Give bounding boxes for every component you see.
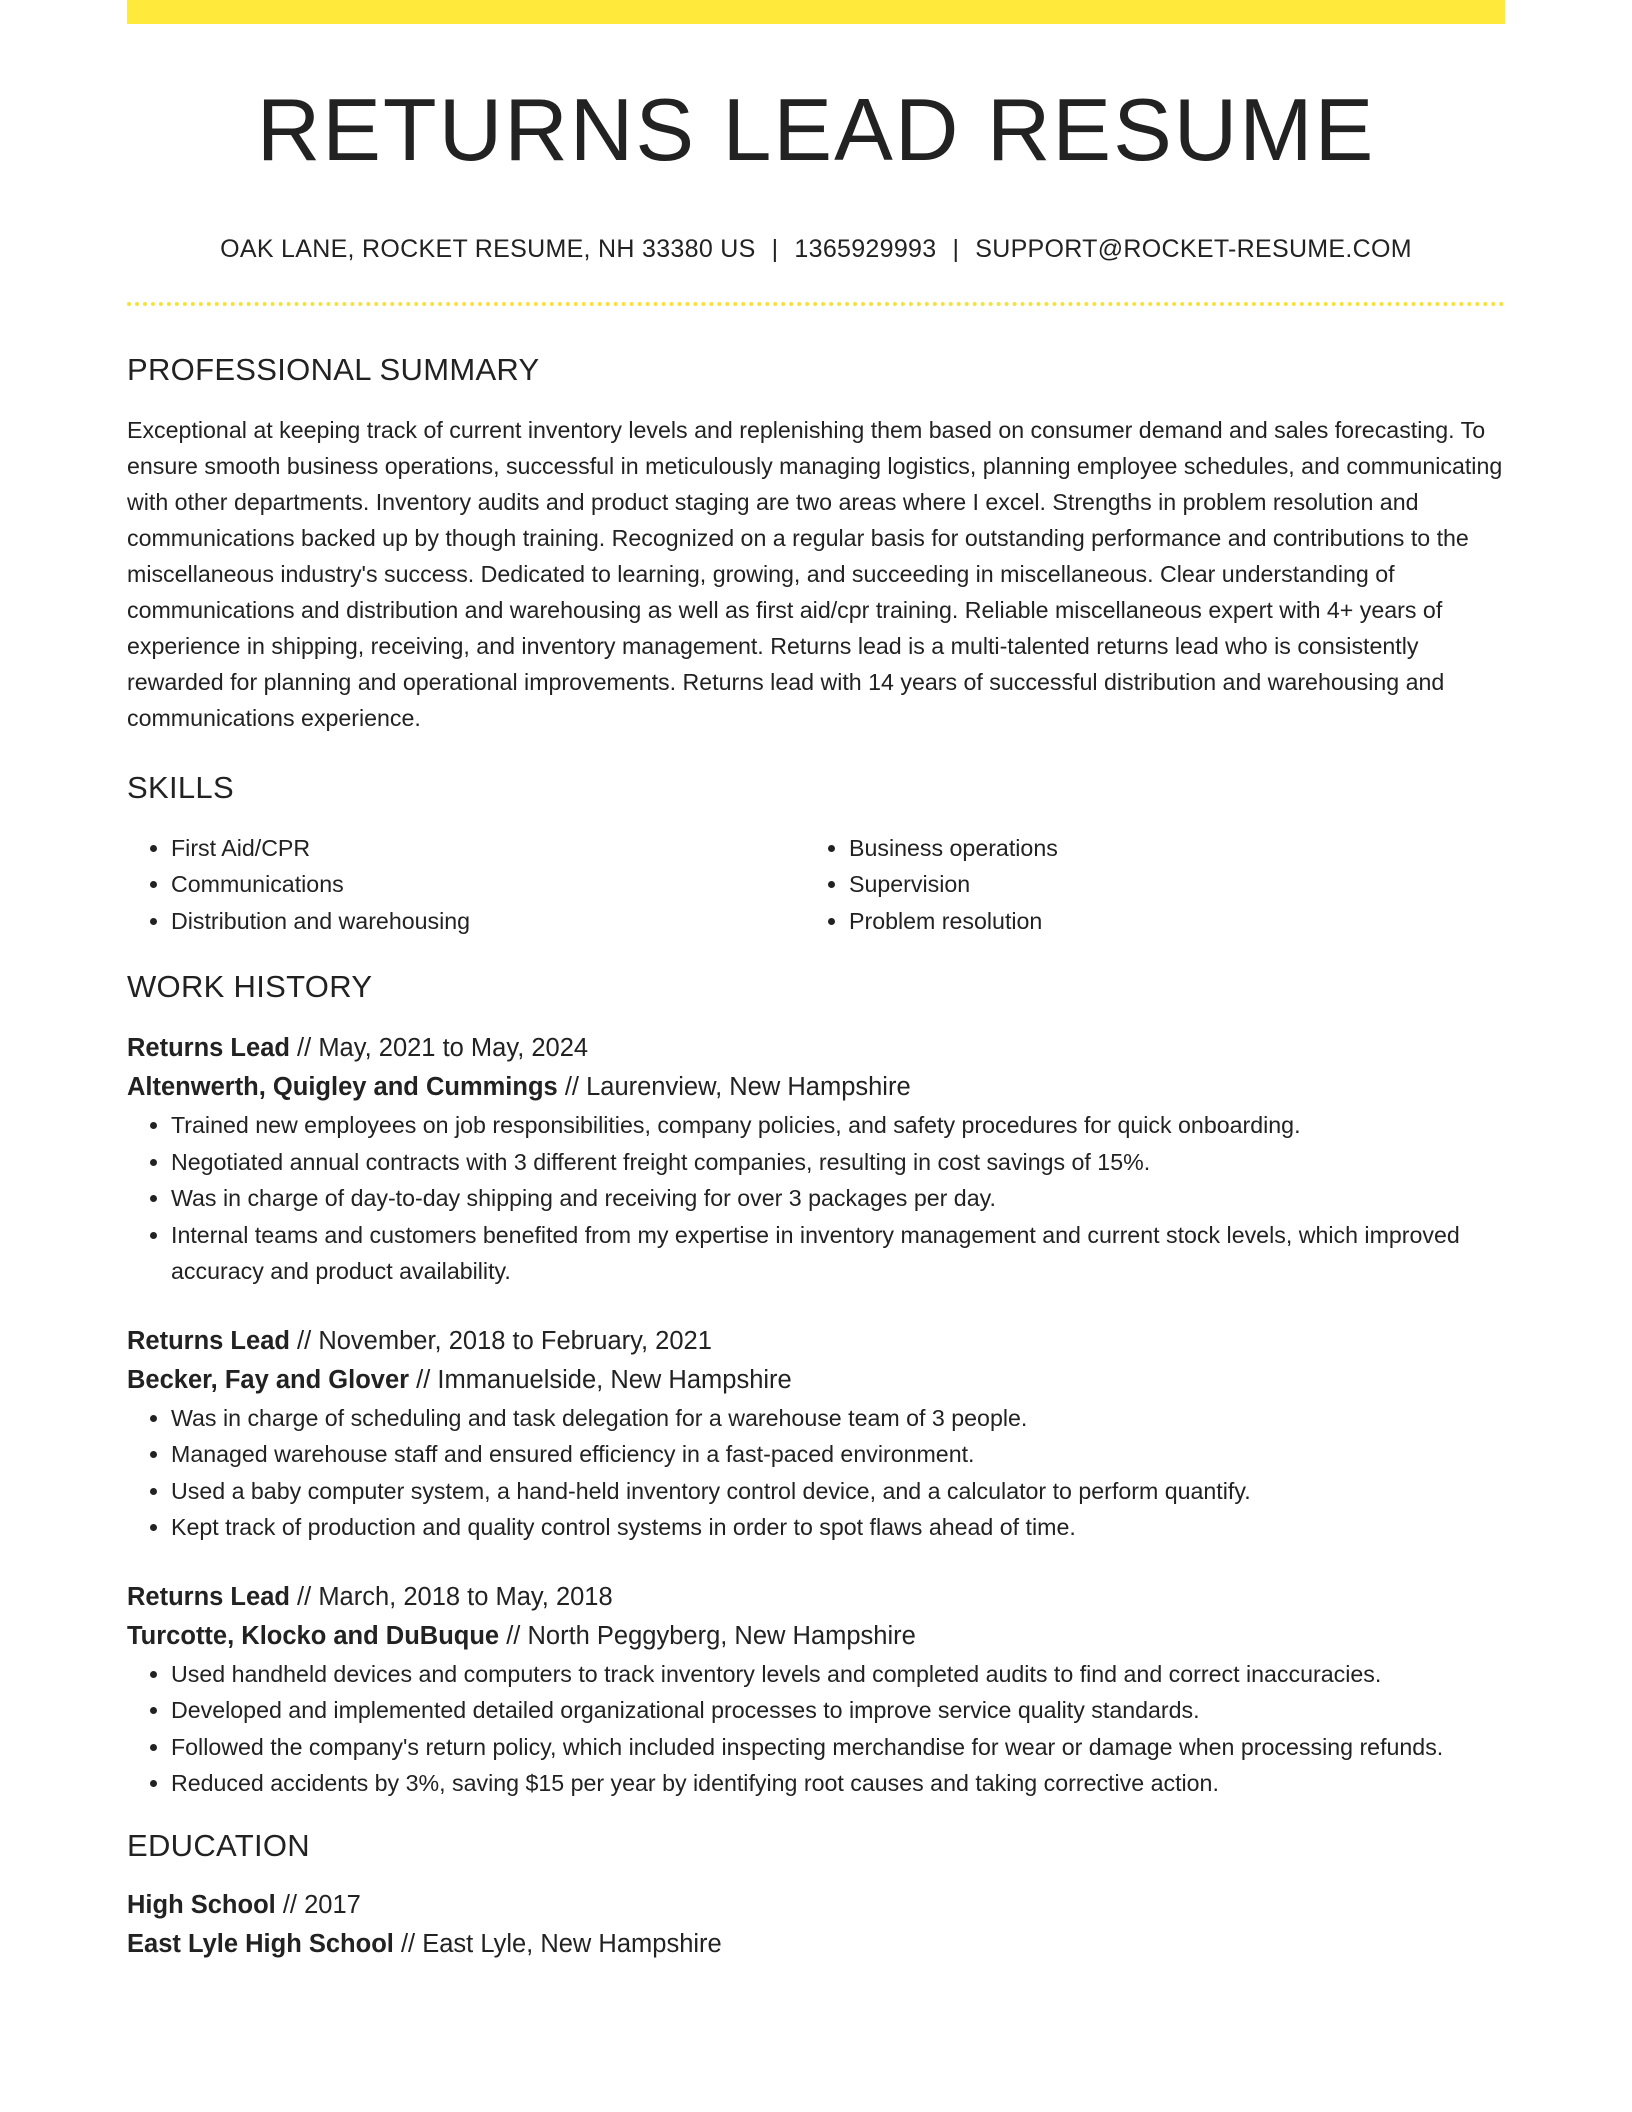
education-school-line	[127, 1925, 1505, 1964]
contact-email: SUPPORT@ROCKET-RESUME.COM	[975, 234, 1412, 263]
contact-phone: 1365929993	[794, 234, 937, 263]
job-entry	[127, 1029, 1505, 1290]
job-bullets	[127, 1107, 1505, 1290]
job-title-line	[127, 1578, 1505, 1617]
job-bullet: • Internal teams and customers benefited from my expertise in inventory management and current stock levels, which improved accuracy and product availability.	[171, 1217, 1505, 1290]
job-title: Returns Lead	[127, 1034, 290, 1063]
skills-heading: SKILLS	[127, 769, 234, 805]
skill-item: • Distribution and warehousing	[171, 903, 805, 940]
education-year: 2017	[304, 1890, 361, 1919]
job-title-line	[127, 1322, 1505, 1361]
job-entry	[127, 1578, 1505, 1802]
job-separator: //	[297, 1582, 312, 1611]
job-company: Altenwerth, Quigley and Cummings	[127, 1073, 558, 1102]
education-separator: //	[282, 1890, 298, 1919]
resume-page	[127, 0, 1505, 1964]
job-location: North Peggyberg, New Hampshire	[527, 1621, 916, 1650]
skill-item: • Communications	[171, 866, 805, 903]
skills-column-left	[127, 830, 805, 940]
job-entry	[127, 1322, 1505, 1546]
education-separator: //	[400, 1929, 416, 1958]
job-separator: //	[564, 1073, 579, 1102]
job-title: Returns Lead	[127, 1326, 290, 1355]
skills-list	[127, 830, 1505, 940]
job-separator: //	[416, 1365, 431, 1394]
job-dates: November, 2018 to February, 2021	[318, 1326, 712, 1355]
job-bullet: • Used a baby computer system, a hand-held inventory control device, and a calculator to perform quantify.	[171, 1473, 1505, 1510]
education-school: East Lyle High School	[127, 1929, 394, 1958]
job-location: Immanuelside, New Hampshire	[437, 1365, 792, 1394]
skill-item: • Problem resolution	[849, 903, 1483, 940]
job-dates: March, 2018 to May, 2018	[318, 1582, 613, 1611]
job-bullet: • Kept track of production and quality control systems in order to spot flaws ahead of time.	[171, 1509, 1505, 1546]
education-location: East Lyle, New Hampshire	[422, 1929, 722, 1958]
skill-item: • First Aid/CPR	[171, 830, 805, 867]
job-bullet: • Reduced accidents by 3%, saving $15 per year by identifying root causes and taking corrective action.	[171, 1765, 1505, 1802]
job-title-line	[127, 1029, 1505, 1068]
education-entry	[127, 1886, 1505, 1964]
job-company: Turcotte, Klocko and DuBuque	[127, 1621, 500, 1650]
job-company-line	[127, 1068, 1505, 1107]
job-bullet: • Was in charge of scheduling and task delegation for a warehouse team of 3 people.	[171, 1400, 1505, 1437]
job-bullets	[127, 1656, 1505, 1802]
job-title: Returns Lead	[127, 1582, 290, 1611]
education-degree: High School	[127, 1890, 276, 1919]
resume-title: RETURNS LEAD RESUME	[256, 80, 1376, 179]
accent-top-bar	[127, 0, 1505, 24]
job-separator: //	[297, 1326, 312, 1355]
work-history-heading: WORK HISTORY	[127, 969, 373, 1005]
job-location: Laurenview, New Hampshire	[586, 1073, 911, 1102]
contact-separator: |	[771, 234, 779, 263]
education-degree-line	[127, 1886, 1505, 1925]
skill-item: • Supervision	[849, 866, 1483, 903]
job-separator: //	[506, 1621, 521, 1650]
job-company: Becker, Fay and Glover	[127, 1365, 410, 1394]
job-bullet: • Followed the company's return policy, which included inspecting merchandise for wear or damage when processing refunds.	[171, 1729, 1505, 1766]
job-dates: May, 2021 to May, 2024	[318, 1034, 589, 1063]
job-bullet: • Trained new employees on job responsibilities, company policies, and safety procedures for quick onboarding.	[171, 1107, 1505, 1144]
education-heading: EDUCATION	[127, 1827, 310, 1863]
contact-address: OAK LANE, ROCKET RESUME, NH 33380 US	[220, 234, 756, 263]
job-bullet: • Used handheld devices and computers to track inventory levels and completed audits to find and correct inaccuracies.	[171, 1656, 1505, 1693]
job-bullet: • Negotiated annual contracts with 3 different freight companies, resulting in cost savings of 15%.	[171, 1144, 1505, 1181]
summary-text: Exceptional at keeping track of current inventory levels and replenishing them based on consumer demand and sales forecasting. To ensure smooth business operations, successful in meticulously managing logistics, planning employee schedules, and communicating with other departments. Inventory audits and product staging are two areas where I excel. Strengths in problem resolution and communications backed up by though training. Recognized on a regular basis for outstanding performance and contributions to the miscellaneous industry's success. Dedicated to learning, growing, and succeeding in miscellaneous. Clear understanding of communications and distribution and warehousing as well as first aid/cpr training. Reliable miscellaneous expert with 4+ years of experience in shipping, receiving, and inventory management. Returns lead is a multi-talented returns lead who is consistently rewarded for planning and operational improvements. Returns lead with 14 years of successful distribution and warehousing and communications experience.	[127, 416, 1503, 731]
job-bullets	[127, 1400, 1505, 1546]
job-bullet: • Managed warehouse staff and ensured efficiency in a fast-paced environment.	[171, 1436, 1505, 1473]
summary-heading: PROFESSIONAL SUMMARY	[127, 351, 540, 387]
job-bullet: • Was in charge of day-to-day shipping and receiving for over 3 packages per day.	[171, 1180, 1505, 1217]
job-separator: //	[297, 1034, 312, 1063]
skills-column-right	[805, 830, 1483, 940]
contact-separator: |	[952, 234, 960, 263]
skill-item: • Business operations	[849, 830, 1483, 867]
job-company-line	[127, 1617, 1505, 1656]
job-bullet: • Developed and implemented detailed organizational processes to improve service quality standards.	[171, 1692, 1505, 1729]
job-company-line	[127, 1361, 1505, 1400]
contact-line	[127, 235, 1505, 264]
dotted-divider	[127, 302, 1505, 306]
